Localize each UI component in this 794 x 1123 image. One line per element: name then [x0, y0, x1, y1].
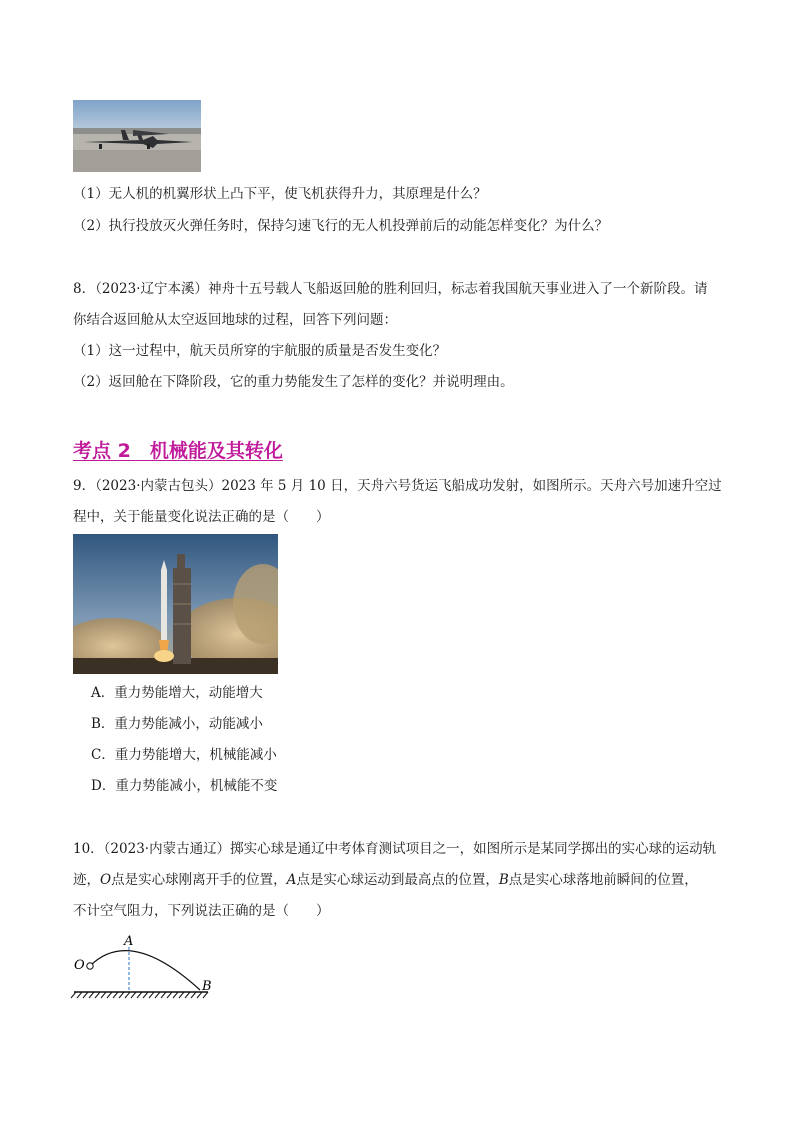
- q8-sub2: （2）返回舱在下降阶段，它的重力势能发生了怎样的变化？并说明理由。: [73, 374, 514, 390]
- q7-sub2: （2）执行投放灭火弹任务时，保持匀速飞行的无人机投弹前后的动能怎样变化？为什么？: [73, 218, 609, 234]
- label-o: O: [74, 958, 85, 973]
- label-b: B: [202, 979, 212, 994]
- rocket-launch-photo: [73, 534, 278, 674]
- section-heading: 考点 2 机械能及其转化: [73, 440, 283, 462]
- drone-photo: [73, 100, 201, 172]
- q9-option-d: D．重力势能减小，机械能不变: [91, 778, 278, 794]
- label-a: A: [124, 934, 134, 949]
- q8-sub1: （1）这一过程中，航天员所穿的宇航服的质量是否发生变化？: [73, 343, 447, 359]
- q9-line2: 程中，关于能量变化说法正确的是（ ）: [73, 509, 330, 525]
- q9-option-b: B．重力势能减小，动能减小: [91, 716, 263, 732]
- q8-line1: 8．（2023·辽宁本溪）神舟十五号载人飞船返回舱的胜利回归，标志着我国航天事业进入了一个新阶段。请: [73, 281, 708, 297]
- q10-line1: 10．（2023·内蒙古通辽）掷实心球是通辽中考体育测试项目之一，如图所示是某同学掷出的实心球的运动轨: [73, 841, 717, 857]
- q10-line3: 不计空气阻力，下列说法正确的是（ ）: [73, 903, 330, 919]
- trajectory-diagram: [70, 930, 220, 1005]
- q9-option-a: A．重力势能增大，动能增大: [91, 685, 263, 701]
- q9-line1: 9．（2023·内蒙古包头）2023 年 5 月 10 日，天舟六号货运飞船成功发射，如图所示。天舟六号加速升空过: [73, 478, 722, 494]
- q8-line2: 你结合返回舱从太空返回地球的过程，回答下列问题：: [73, 312, 397, 328]
- q10-line2: 迹，O点是实心球刚离开手的位置，A点是实心球运动到最高点的位置，B点是实心球落地前瞬间的位置，: [73, 872, 698, 888]
- q7-sub1: （1）无人机的机翼形状上凸下平，使飞机获得升力，其原理是什么？: [73, 186, 487, 202]
- q9-option-c: C．重力势能增大，机械能减小: [91, 747, 277, 763]
